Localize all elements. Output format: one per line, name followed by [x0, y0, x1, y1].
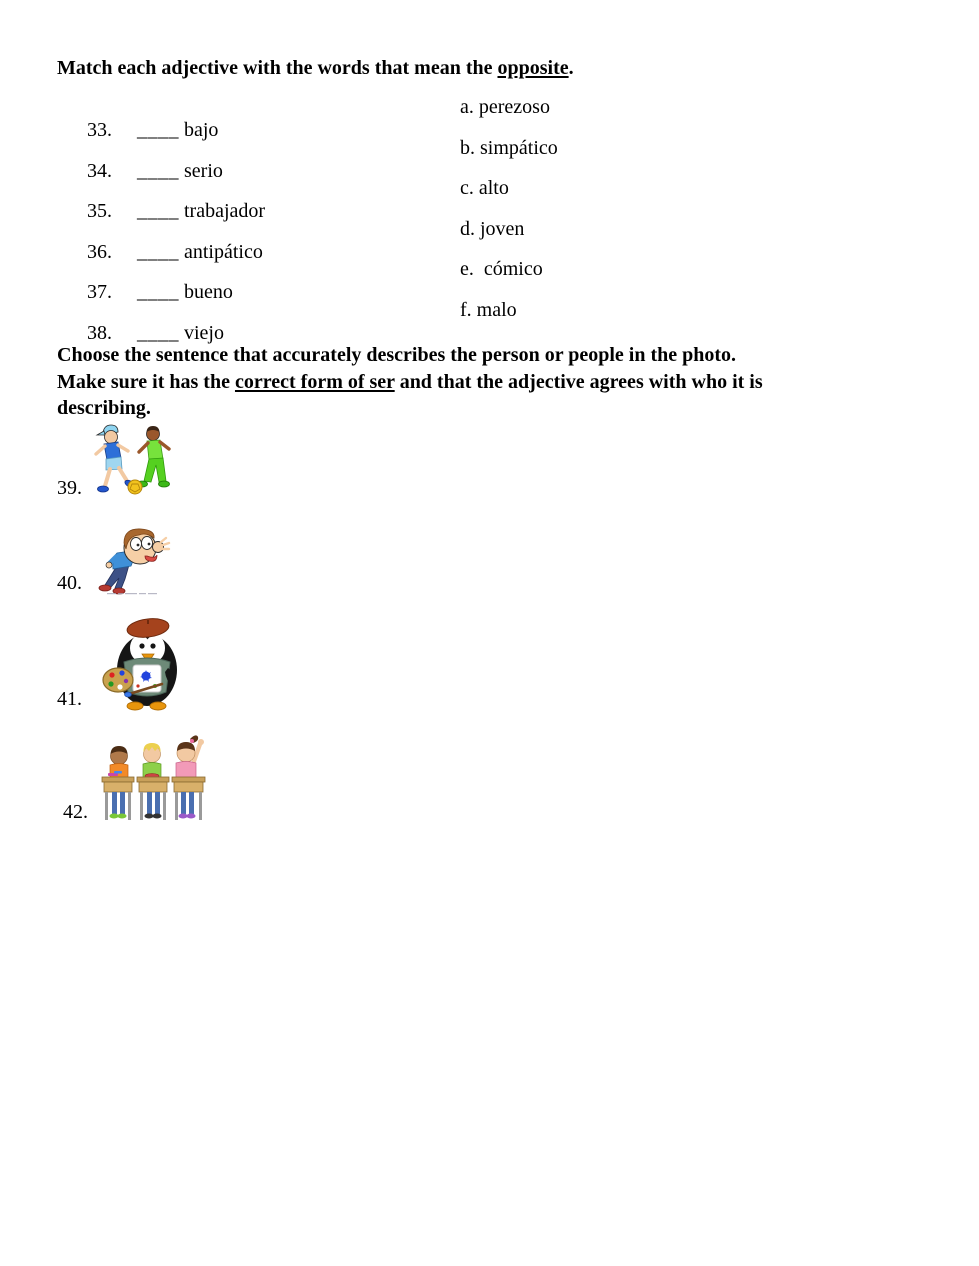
answer-blank: ____: [137, 321, 179, 344]
item-number: 36.: [87, 240, 112, 263]
answer-blank: ____: [137, 200, 179, 223]
item-number: 34.: [87, 159, 112, 182]
answer-blank: ____: [137, 240, 179, 263]
photo-item-42: [57, 731, 257, 824]
item-number: 38.: [87, 321, 112, 344]
matching-list: [57, 96, 777, 344]
option-a: a. perezoso: [460, 96, 550, 118]
item-number: 39.: [57, 477, 82, 499]
item-number: 37.: [87, 281, 112, 304]
adjective: antipático: [184, 240, 263, 263]
instr-line1: Choose the sentence that accurately describes the person or people in the photo.: [57, 344, 737, 366]
instr-underlined-phrase: correct form of ser: [234, 370, 395, 393]
match-row-34: [57, 136, 777, 182]
answer-blank: ____: [137, 281, 179, 304]
item-number: 42.: [63, 801, 88, 823]
adjective: serio: [184, 159, 223, 182]
adjective: viejo: [184, 321, 224, 344]
option-c: c. alto: [460, 177, 509, 200]
option-b: b. simpático: [460, 136, 558, 159]
item-number: 40.: [57, 572, 82, 594]
photo-42-three-students-at-desks: [100, 731, 207, 824]
item-number: 41.: [57, 688, 82, 710]
photo-39-two-kids-playing-soccer: [90, 423, 182, 500]
photo-40-boy-silly-face: [95, 523, 173, 595]
instr-line2-pre: Make sure it has the: [57, 370, 235, 393]
instr-line3: describing.: [57, 397, 151, 419]
match-row-35: [57, 177, 777, 223]
item-number: 35.: [87, 200, 112, 223]
match-row-36: [57, 217, 777, 263]
match-row-37: [57, 258, 777, 304]
matching-section-title: [57, 57, 574, 80]
photo-section-instructions: [57, 342, 937, 422]
option-e: e. cómico: [460, 258, 543, 281]
option-f: f. malo: [460, 298, 517, 321]
photo-item-41: [57, 618, 257, 711]
adjective: bueno: [184, 281, 233, 304]
answer-blank: ____: [137, 119, 179, 141]
adjective: bajo: [184, 119, 219, 141]
title-underlined-word: opposite: [497, 57, 569, 79]
photo-item-40: [57, 523, 257, 595]
match-row-33: [57, 96, 777, 141]
match-row-38: [57, 298, 777, 344]
item-number: 33.: [87, 119, 112, 141]
adjective: trabajador: [184, 200, 266, 223]
title-text-pre: Match each adjective with the words that mean the: [57, 57, 498, 79]
option-d: d. joven: [460, 217, 525, 240]
answer-blank: ____: [137, 159, 179, 182]
photo-item-39: [57, 423, 257, 500]
title-text-post: .: [568, 57, 574, 79]
photo-41-penguin-painter: [102, 618, 188, 711]
instr-line2-post: and that the adjective agrees with who it is: [394, 370, 763, 393]
